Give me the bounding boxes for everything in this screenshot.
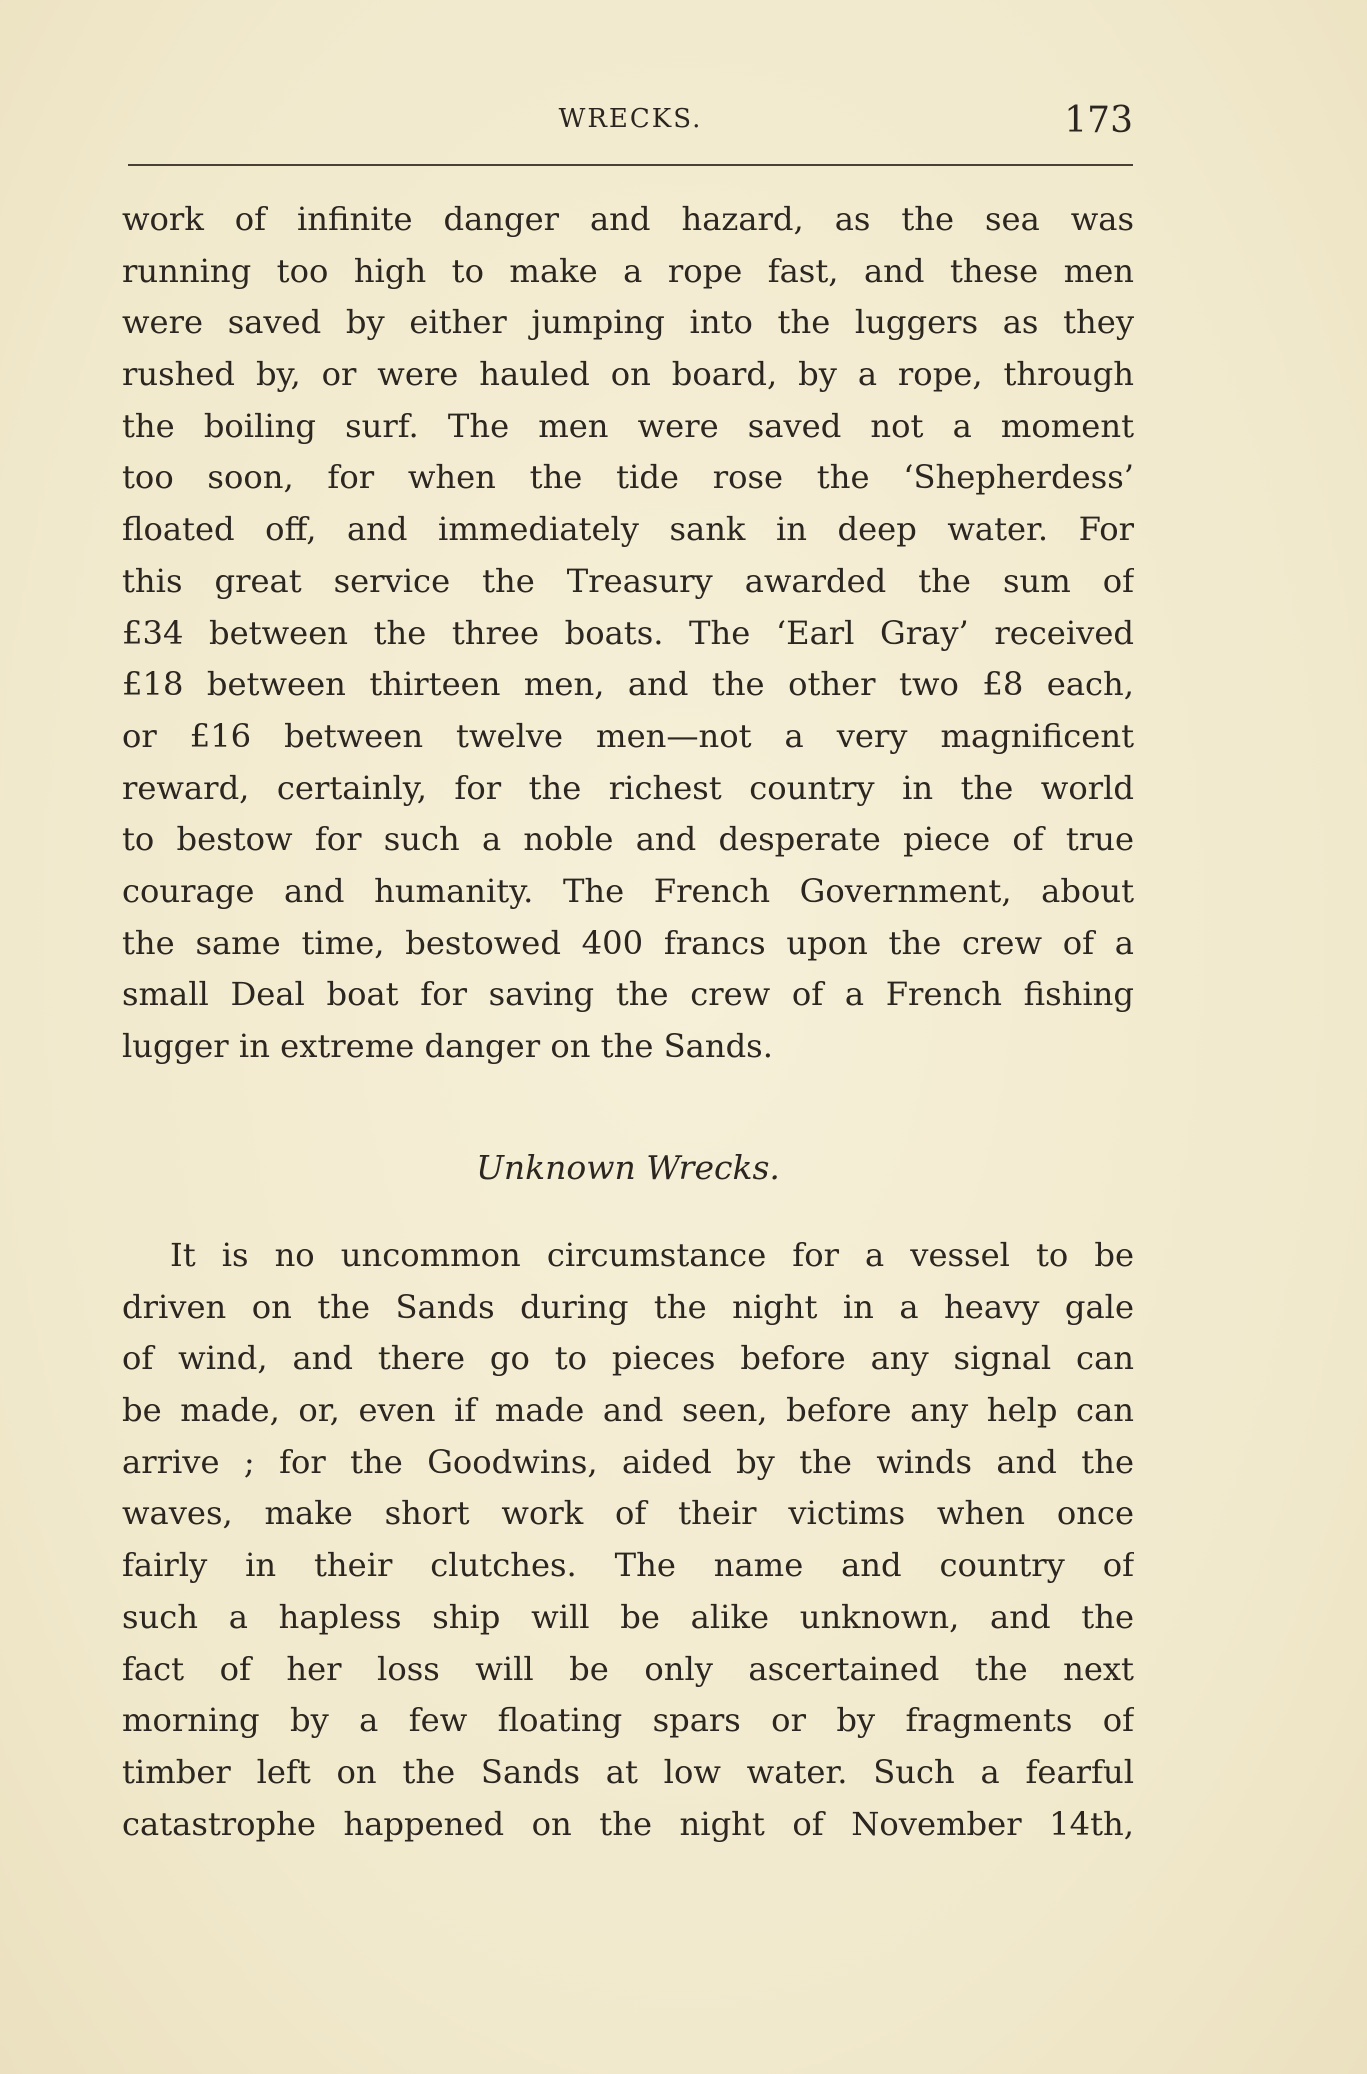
text-line: to bestow for such a noble and desperate piece of true: [122, 820, 1134, 859]
text-line: the same time, bestowed 400 francs upon the crew of a: [122, 923, 1134, 962]
text-line: work of infinite danger and hazard, as the sea was: [122, 200, 1134, 238]
text-line: fairly in their clutches. The name and country of: [122, 1546, 1134, 1585]
text-line: catastrophe happened on the night of November 14th,: [122, 1804, 1134, 1843]
text-line: rushed by, or were hauled on board, by a rope, through: [122, 355, 1134, 394]
text-line: were saved by either jumping into the luggers as they: [122, 303, 1134, 342]
text-line: this great service the Treasury awarded the sum of: [122, 561, 1134, 600]
section-heading: Unknown Wrecks.: [476, 1148, 780, 1187]
header-rule: [128, 164, 1133, 166]
text-line: of wind, and there go to pieces before any signal can: [122, 1339, 1134, 1378]
paragraph-1: [122, 194, 1134, 1073]
text-line: or £16 between twelve men—not a very magnificent: [122, 716, 1134, 755]
paragraph-2: [122, 1230, 1134, 1850]
text-line: be made, or, even if made and seen, before any help can: [122, 1391, 1134, 1430]
text-line: floated off, and immediately sank in deep water. For: [122, 510, 1134, 549]
text-line: arrive ; for the Goodwins, aided by the winds and the: [122, 1442, 1134, 1481]
text-line: It is no uncommon circumstance for a vessel to be: [170, 1236, 1134, 1274]
text-line: the boiling surf. The men were saved not a moment: [122, 406, 1134, 445]
text-line: such a hapless ship will be alike unknown, and the: [122, 1597, 1134, 1636]
text-line: driven on the Sands during the night in a heavy gale: [122, 1287, 1134, 1326]
page-number: 173: [1064, 100, 1133, 141]
text-line: fact of her loss will be only ascertained the next: [122, 1649, 1134, 1688]
running-title: WRECKS.: [558, 104, 703, 134]
text-line: £34 between the three boats. The ‘Earl Gray’ received: [122, 613, 1134, 652]
text-line: timber left on the Sands at low water. Such a fearful: [122, 1752, 1134, 1791]
text-line: reward, certainly, for the richest country in the world: [122, 768, 1134, 807]
running-head: [128, 100, 1133, 144]
text-line: running too high to make a rope fast, and these men: [122, 251, 1134, 290]
text-line: waves, make short work of their victims when once: [122, 1494, 1134, 1533]
text-line: morning by a few floating spars or by fragments of: [122, 1701, 1134, 1740]
text-line: lugger in extreme danger on the Sands.: [122, 1027, 773, 1065]
text-line: £18 between thirteen men, and the other two £8 each,: [122, 665, 1134, 704]
text-line: small Deal boat for saving the crew of a French fishing: [122, 975, 1134, 1014]
text-line: too soon, for when the tide rose the ‘Shepherdess’: [122, 458, 1134, 497]
text-line: courage and humanity. The French Government, about: [122, 871, 1134, 910]
